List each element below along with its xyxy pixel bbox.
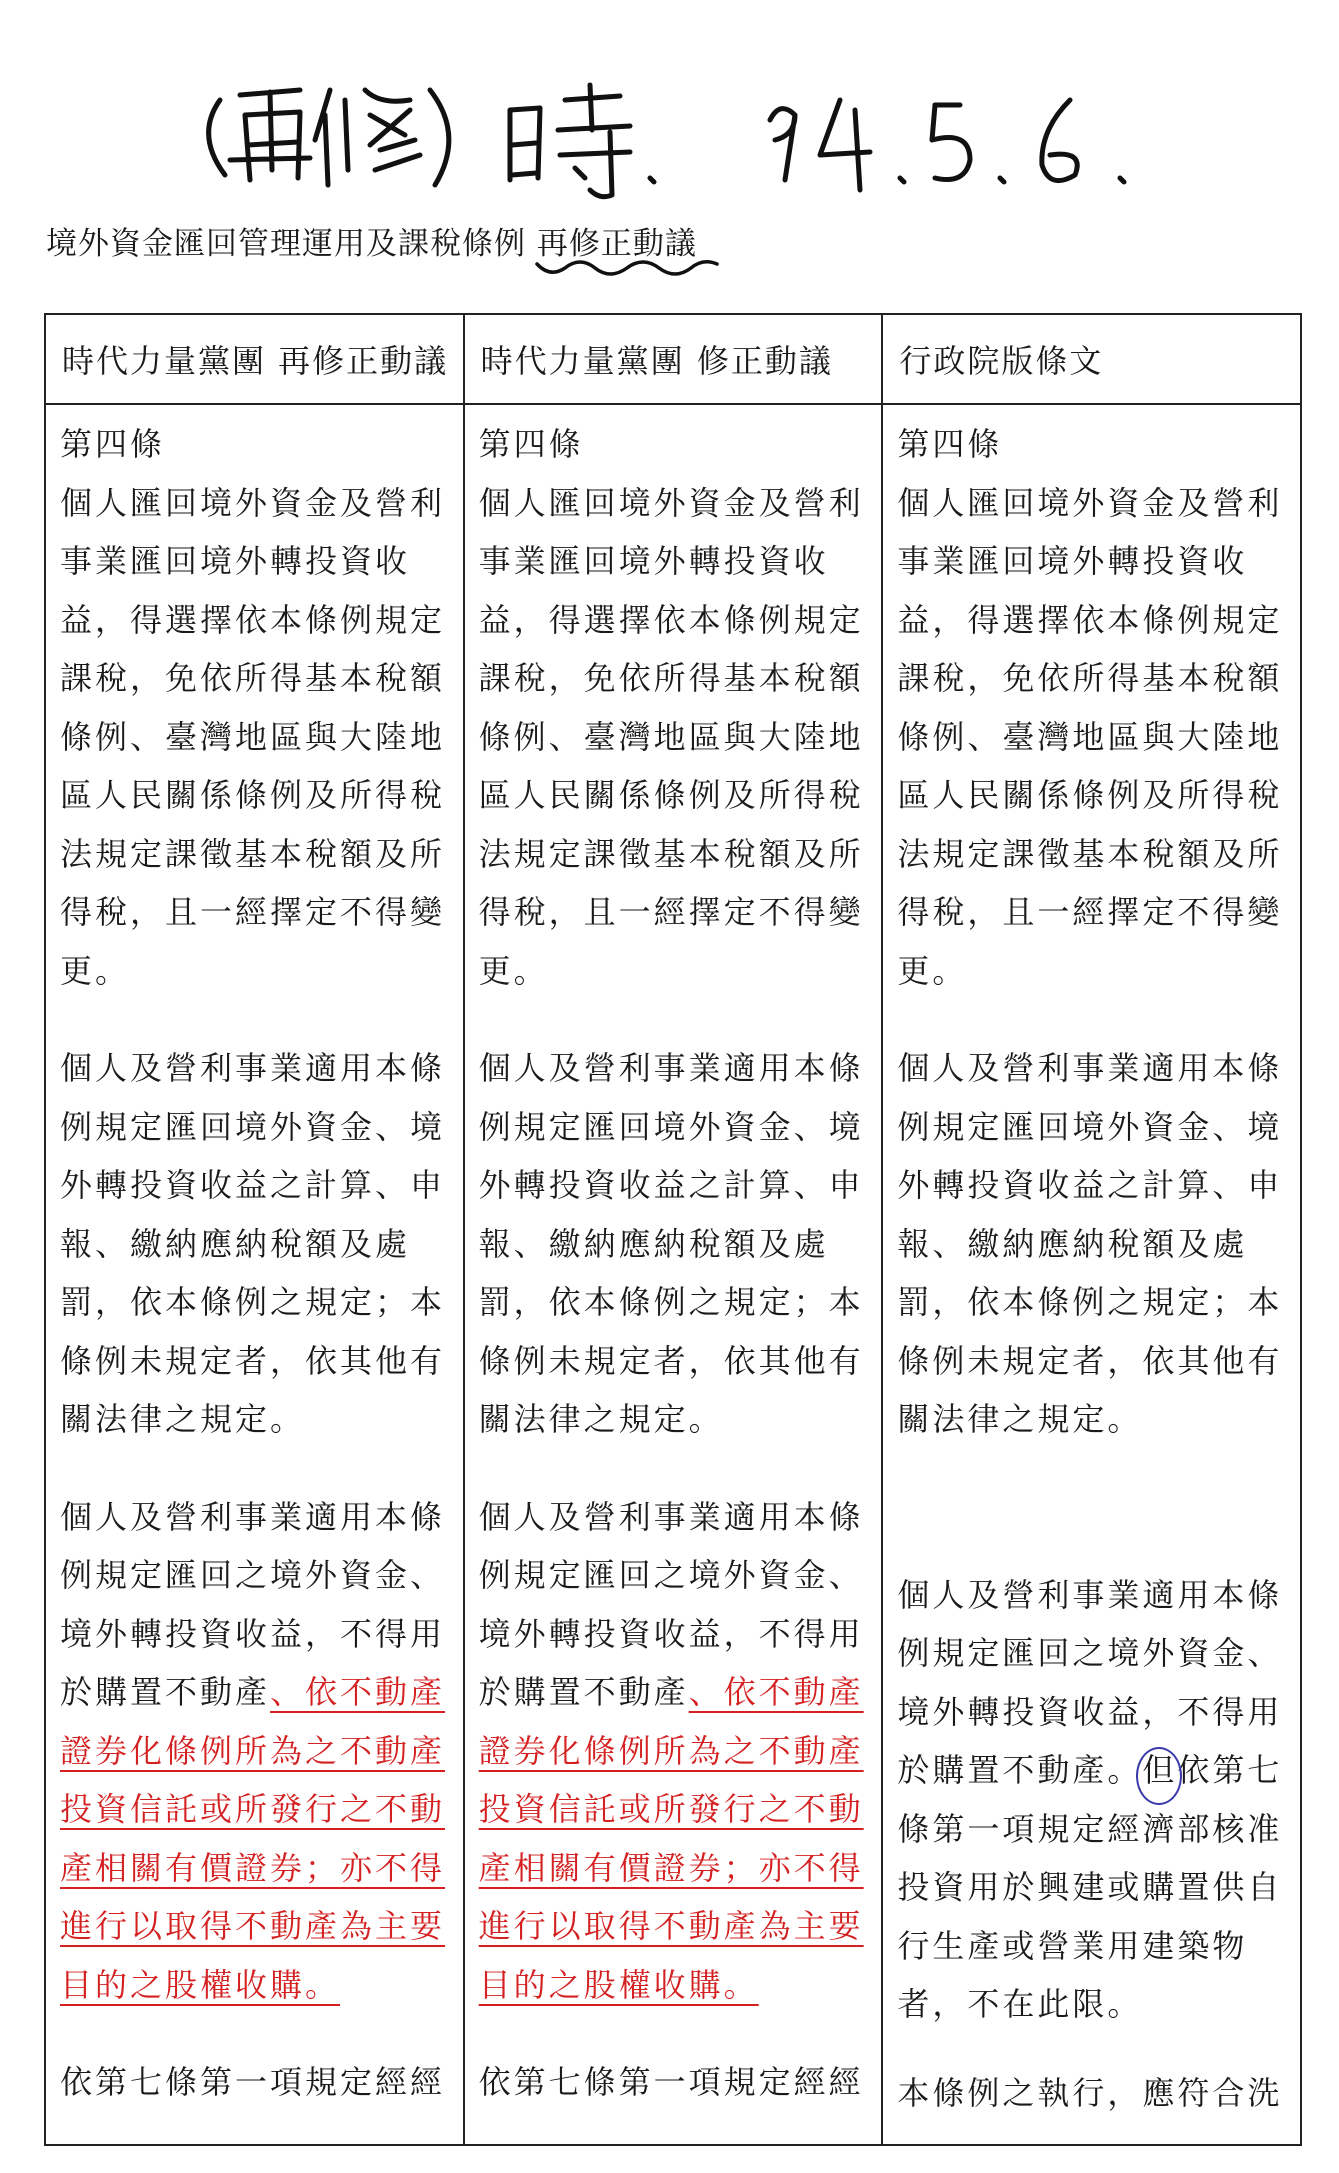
paragraph-1: 個人匯回境外資金及營利事業匯回境外轉投資收益，得選擇依本條例規定課稅，免依所得基本稅額條例、臺灣地區與大陸地區人民關係條例及所得稅法規定課徵基本稅額及所得稅，且一經擇定不得變更。 xyxy=(897,483,1283,990)
table-header-row xyxy=(45,314,1301,404)
paragraph-3-plain: 個人及營利事業適用本條例規定匯回之境外資金、境外轉投資收益，不得用於購置不動產 xyxy=(478,1497,864,1711)
comparison-table xyxy=(44,313,1302,2146)
col-2-cell xyxy=(464,404,883,2145)
paragraph-3-added-red: 、依不動產證券化條例所為之不動產投資信託或所發行之不動產相關有價證券；亦不得進行以取得不動產為主要目的之股權收購。 xyxy=(60,1673,446,2004)
paragraph-2: 個人及營利事業適用本條例規定匯回境外資金、境外轉投資收益之計算、申報、繳納應納稅額及處罰，依本條例之規定；本條例未規定者，依其他有關法律之規定。 xyxy=(478,1049,864,1438)
paragraph-3-plain: 個人及營利事業適用本條例規定匯回之境外資金、境外轉投資收益，不得用於購置不動產 xyxy=(60,1497,446,1711)
handwritten-annotation xyxy=(180,60,1260,210)
col-1-cell xyxy=(45,404,464,2145)
title-main: 境外資金匯回管理運用及課稅條例 xyxy=(46,226,526,262)
article-number: 第四條 xyxy=(60,425,166,463)
paragraph-4: 依第七條第一項規定經經 xyxy=(60,2063,446,2101)
header-col-3: 行政院版條文 xyxy=(882,314,1301,404)
blank-space xyxy=(897,1449,1286,1527)
paragraph-3 xyxy=(479,1488,868,2015)
paragraph-2: 個人及營利事業適用本條例規定匯回境外資金、境外轉投資收益之計算、申報、繳納應納稅額及處罰，依本條例之規定；本條例未規定者，依其他有關法律之規定。 xyxy=(60,1049,446,1438)
title-suffix: 再修正動議 xyxy=(536,226,697,262)
header-col-2: 時代力量黨團 修正動議 xyxy=(464,314,883,404)
table-body-row xyxy=(45,404,1301,2145)
paragraph-1: 個人匯回境外資金及營利事業匯回境外轉投資收益，得選擇依本條例規定課稅，免依所得基本稅額條例、臺灣地區與大陸地區人民關係條例及所得稅法規定課徵基本稅額及所得稅，且一經擇定不得變更。 xyxy=(478,483,864,990)
article-number: 第四條 xyxy=(897,425,1003,463)
paragraph-3-part-b: 依第七條第一項規定經濟部核准投資用於興建或購置供自行生產或營業用建築物者，不在此限。 xyxy=(897,1751,1283,2023)
paragraph-3-added-red: 、依不動產證券化條例所為之不動產投資信託或所發行之不動產相關有價證券；亦不得進行以取得不動產為主要目的之股權收購。 xyxy=(478,1673,864,2004)
paragraph-2: 個人及營利事業適用本條例規定匯回境外資金、境外轉投資收益之計算、申報、繳納應納稅額及處罰，依本條例之規定；本條例未規定者，依其他有關法律之規定。 xyxy=(897,1049,1283,1438)
paragraph-3-part-a: 個人及營利事業適用本條例規定匯回之境外資金、境外轉投資收益，不得用於購置不動產。 xyxy=(897,1575,1283,1789)
col-3-cell xyxy=(882,404,1301,2145)
circled-character: 但 xyxy=(1142,1751,1178,1789)
paragraph-1: 個人匯回境外資金及營利事業匯回境外轉投資收益，得選擇依本條例規定課稅，免依所得基本稅額條例、臺灣地區與大陸地區人民關係條例及所得稅法規定課徵基本稅額及所得稅，且一經擇定不得變更。 xyxy=(60,483,446,990)
paragraph-3 xyxy=(897,1566,1286,2034)
article-number: 第四條 xyxy=(478,425,584,463)
paragraph-4: 依第七條第一項規定經經 xyxy=(478,2063,864,2101)
paragraph-3 xyxy=(60,1488,449,2015)
header-col-1: 時代力量黨團 再修正動議 xyxy=(45,314,464,404)
title-underline-squiggle xyxy=(535,250,720,284)
paragraph-4: 本條例之執行，應符合洗 xyxy=(897,2073,1283,2112)
